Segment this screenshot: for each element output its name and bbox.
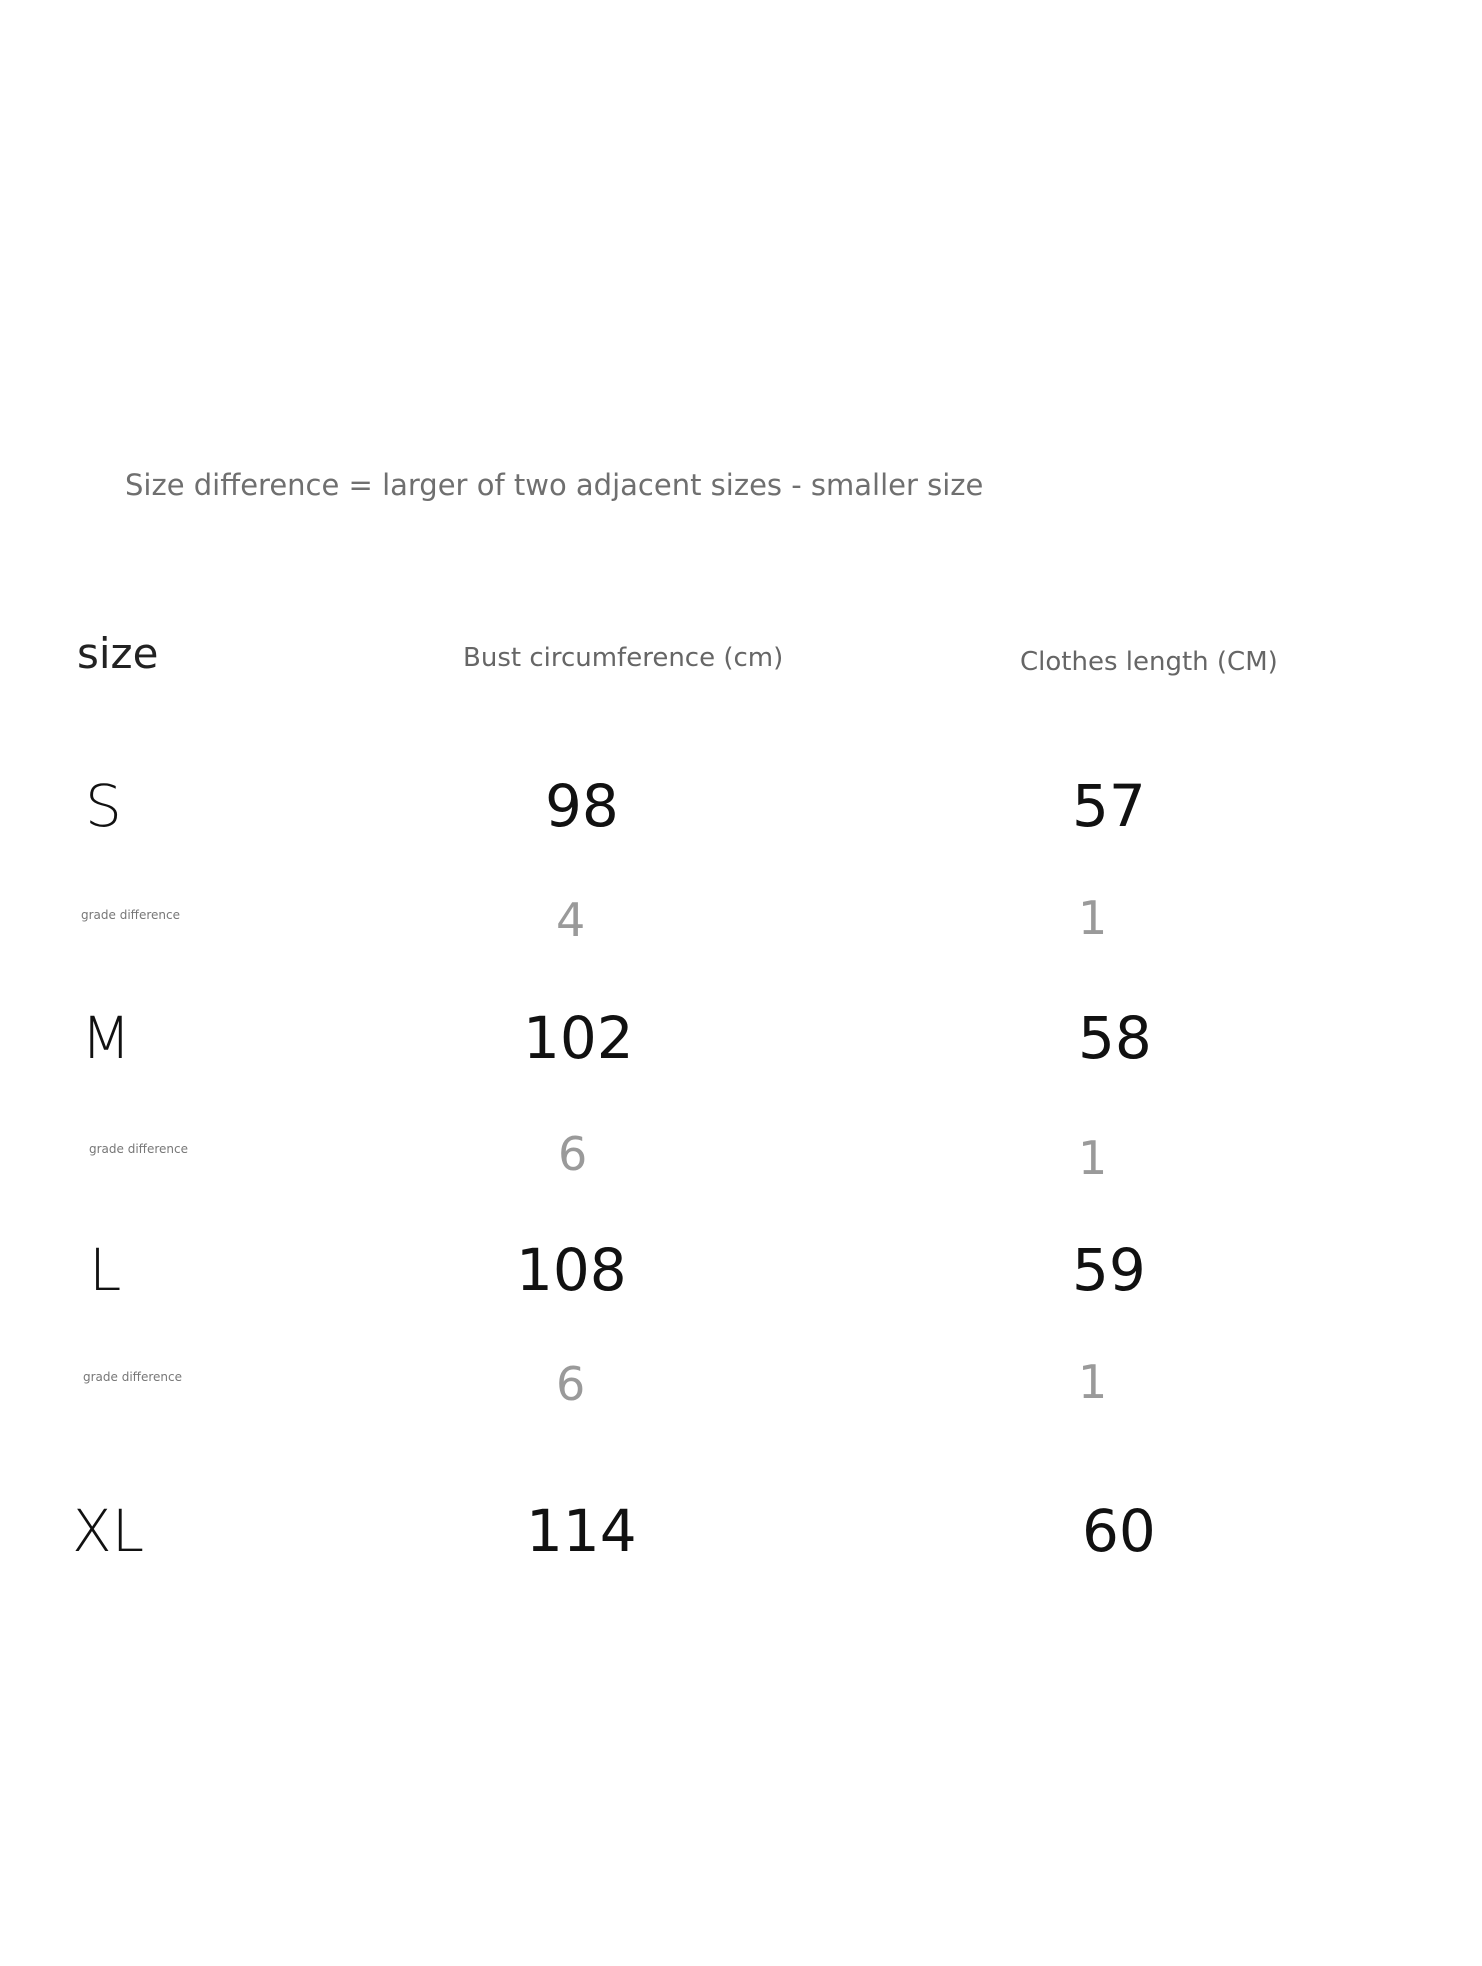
size-label-s: S xyxy=(85,772,122,840)
grade-bust-2: 6 xyxy=(558,1127,588,1181)
grade-length-3: 1 xyxy=(1078,1355,1108,1409)
grade-label-2: grade difference xyxy=(89,1142,188,1156)
grade-length-2: 1 xyxy=(1078,1131,1108,1185)
header-size: size xyxy=(77,629,159,678)
bust-value-s: 98 xyxy=(545,772,619,840)
length-value-s: 57 xyxy=(1072,772,1146,840)
size-difference-note: Size difference = larger of two adjacent sizes - smaller size xyxy=(125,468,984,502)
bust-value-m: 102 xyxy=(523,1004,634,1072)
grade-bust-1: 4 xyxy=(556,893,586,947)
grade-label-1: grade difference xyxy=(81,908,180,922)
size-label-m: M xyxy=(81,1004,132,1072)
size-label-l: L xyxy=(89,1236,122,1304)
grade-bust-3: 6 xyxy=(556,1357,586,1411)
bust-value-xl: 114 xyxy=(526,1497,637,1565)
size-label-xl: XL xyxy=(72,1497,145,1565)
header-bust: Bust circumference (cm) xyxy=(463,643,784,673)
length-value-xl: 60 xyxy=(1082,1497,1156,1565)
grade-length-1: 1 xyxy=(1078,891,1108,945)
length-value-l: 59 xyxy=(1072,1236,1146,1304)
header-length: Clothes length (CM) xyxy=(1020,647,1278,677)
bust-value-l: 108 xyxy=(516,1236,627,1304)
length-value-m: 58 xyxy=(1078,1004,1152,1072)
grade-label-3: grade difference xyxy=(83,1370,182,1384)
